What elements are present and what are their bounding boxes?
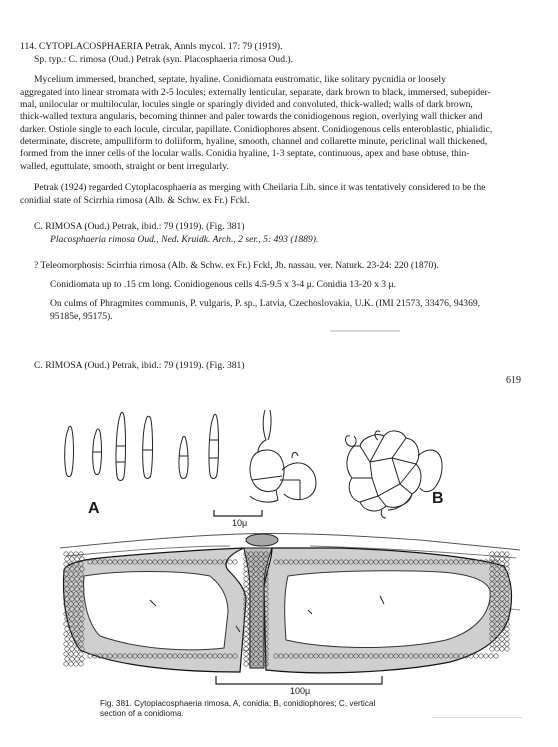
conidioma-section — [60, 533, 520, 672]
scale-label-10: 10μ — [232, 518, 248, 528]
scale-label-100: 100μ — [290, 686, 311, 696]
description-line: walled, eguttulate, smooth, straight or bent irregularly. — [20, 161, 229, 172]
description-line: determinate, discrete, ampulliform to doliiform, hyaline, smooth, channel and collarette minute, periclinal wall thickened, — [20, 136, 488, 147]
page-number: 619 — [506, 375, 521, 386]
remark-line: Petrak (1924) regarded Cytoplacosphaeria as merging with Cheilaria Lib. since it was tentatively considered to be the — [34, 182, 486, 193]
conidiophores-left — [250, 410, 316, 502]
label-a: A — [88, 500, 100, 517]
species-name-line: C. RIMOSA (Oud.) Petrak, ibid.: 79 (1919). (Fig. 381) — [34, 221, 245, 232]
scale-bar-10 — [214, 510, 262, 516]
description-line: darker. Ostiole single to each locule, circular, papillate. Conidiophores absent. Conidiogenous cells enteroblastic, phialidic, — [20, 124, 493, 135]
habitat-line: 95185e, 95175). — [50, 311, 113, 322]
remark-line: conidial state of Scirrhia rimosa (Alb. & Schw. ex Fr.) Fckl. — [20, 195, 250, 206]
entry-heading: 114. CYTOPLACOSPHAERIA Petrak, Annls mycol. 17: 79 (1919). — [20, 41, 283, 52]
figure-caption-line: Fig. 381. Cytoplacosphaeria rimosa, A, conidia; B, conidiophores; C, vertical — [100, 699, 376, 708]
label-b: B — [432, 490, 444, 507]
conidiophores-right — [346, 431, 443, 518]
type-species-line: Sp. typ.: C. rimosa (Oud.) Petrak (syn. Placosphaeria rimosa Oud.). — [34, 54, 293, 65]
description-line: aggregated into linear stromata with 2-5 locules; externally lenticular, separate, dark brown to black, immersed, subepider- — [20, 87, 491, 98]
description-line: Mycelium immersed, branched, septate, hyaline. Conidiomata eustromatic, like solitary pycnidia or loosely — [34, 74, 446, 85]
scale-bar-100 — [216, 676, 382, 684]
conidia-drawings — [65, 412, 219, 480]
description-line: thick-walled textura angularis, becoming thinner and paler towards the conidiogenous region, overlying wall thicker and — [20, 111, 483, 122]
measurements-line: Conidiomata up to .15 cm long. Conidiogenous cells 4.5-9.5 x 3-4 μ. Conidia 13-20 x 3 μ. — [50, 279, 397, 290]
description-line: formed from the inner cells of the locular walls. Conidia hyaline, 1-3 septate, continuous, apex and base obtuse, thin- — [20, 148, 470, 159]
description-line: mal, unilocular or multilocular, locules single or sparingly divided and convoluted, thick-walled; walls of dark brown, — [20, 99, 473, 110]
figure-caption-line: section of a conidioma. — [100, 709, 184, 718]
teleomorph-line: ? Teleomorphosis: Scirrhia rimosa (Alb. & Schw. ex Fr.) Fckl, Jb. nassau. ver. Naturk. 23-24: 220 (1870). — [34, 260, 439, 271]
habitat-line: On culms of Phragmites communis, P. vulgaris, P. sp., Latvia, Czechoslovakia, U.K. (IMI 21573, 33476, 94369, — [50, 298, 481, 309]
species-name-line-repeat: C. RIMOSA (Oud.) Petrak, ibid.: 79 (1919). (Fig. 381) — [34, 360, 245, 371]
species-synonym-line: Placosphaeria rimosa Oud., Ned. Kruidk. Arch., 2 ser., 5: 493 (1889). — [50, 234, 319, 245]
